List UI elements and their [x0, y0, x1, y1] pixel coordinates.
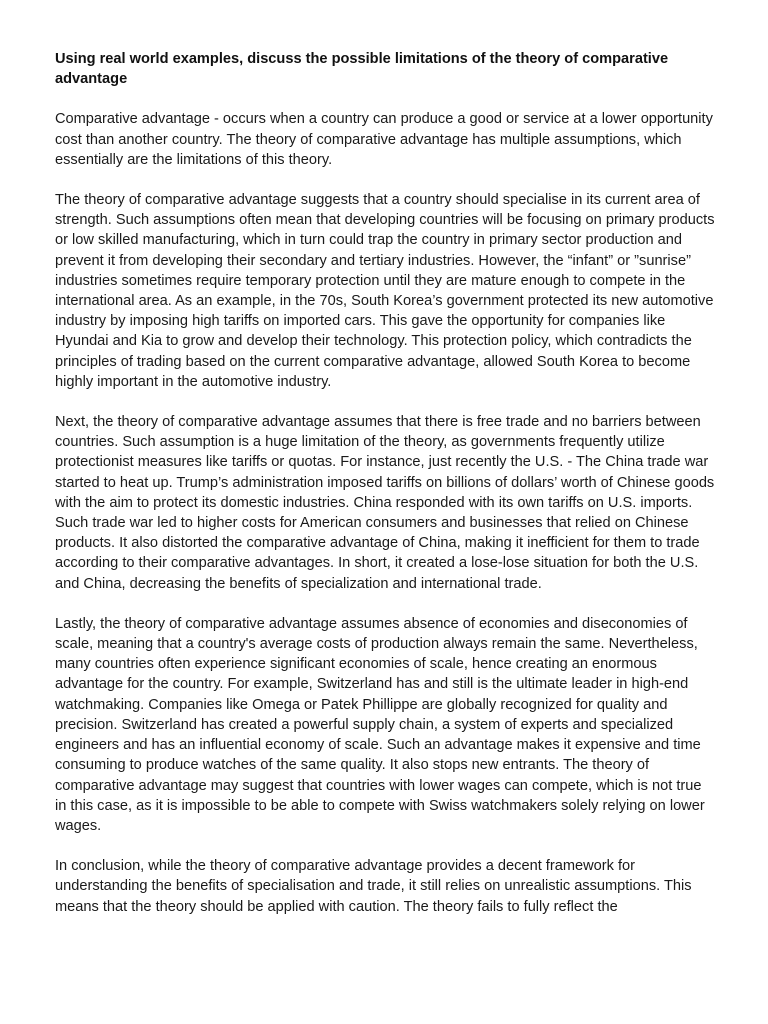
- essay-title: Using real world examples, discuss the possible limitations of the theory of comparative advantage: [55, 51, 669, 88]
- paragraph-free-trade: Next, the theory of comparative advantage assumes that there is free trade and no barriers between countries. Such assumption is a huge limitation of the theory, as governments frequently utilize protectionist measures like tariffs or quotas. For instance, just recently the U.S. - The China trade war started to heat up. Trump’s administration imposed tariffs on billions of dollars’ worth of Chinese goods with the aim to protect its domestic industries. China responded with its own tariffs on U.S. imports. Such trade war led to higher costs for American consumers and businesses that relied on Chinese products. It also distorted the comparative advantage of China, making it inefficient for them to trade according to their comparative advantages. In short, it created a lose-lose situation for both the U.S. and China, decreasing the benefits of specialization and international trade.: [55, 414, 715, 592]
- paragraph-specialisation: The theory of comparative advantage suggests that a country should specialise in its current area of strength. Such assumptions often mean that developing countries will be focusing on primary products or low skilled manufacturing, which in turn could trap the country in primary sector production and prevent it from developing their secondary and tertiary industries. However, the “infant” or ”sunrise” industries sometimes require temporary protection until they are mature enough to compete in the international area. As an example, in the 70s, South Korea’s government protected its new automotive industry by imposing high tariffs on imported cars. This gave the opportunity for companies like Hyundai and Kia to grow and develop their technology. This protection policy, which contradicts the principles of trading based on the current comparative advantage, allowed South Korea to become highly important in the automotive industry.: [55, 192, 715, 390]
- paragraph-intro: Comparative advantage - occurs when a country can produce a good or service at a lower opportunity cost than another country. The theory of comparative advantage has multiple assumptions, which essentially are the limitations of this theory.: [55, 111, 713, 168]
- document-page: [55, 49, 715, 937]
- paragraph-conclusion: In conclusion, while the theory of comparative advantage provides a decent framework for understanding the benefits of specialisation and trade, it still relies on unrealistic assumptions. This means that the theory should be applied with caution. The theory fails to fully reflect the: [55, 858, 692, 915]
- paragraph-economies-of-scale: Lastly, the theory of comparative advantage assumes absence of economies and diseconomies of scale, meaning that a country's average costs of production always remain the same. Nevertheless, many countries often experience significant economies of scale, hence creating an enormous advantage for the country. For example, Switzerland has and still is the ultimate leader in high-end watchmaking. Companies like Omega or Patek Phillippe are globally recognized for quality and precision. Switzerland has created a powerful supply chain, a system of experts and specialized engineers and has an influential economy of scale. Such an advantage makes it expensive and time consuming to produce watches of the same quality. It also stops new entrants. The theory of comparative advantage may suggest that countries with lower wages can compete, which is not true in this case, as it is impossible to be able to compete with Swiss watchmakers solely relying on lower wages.: [55, 615, 705, 834]
